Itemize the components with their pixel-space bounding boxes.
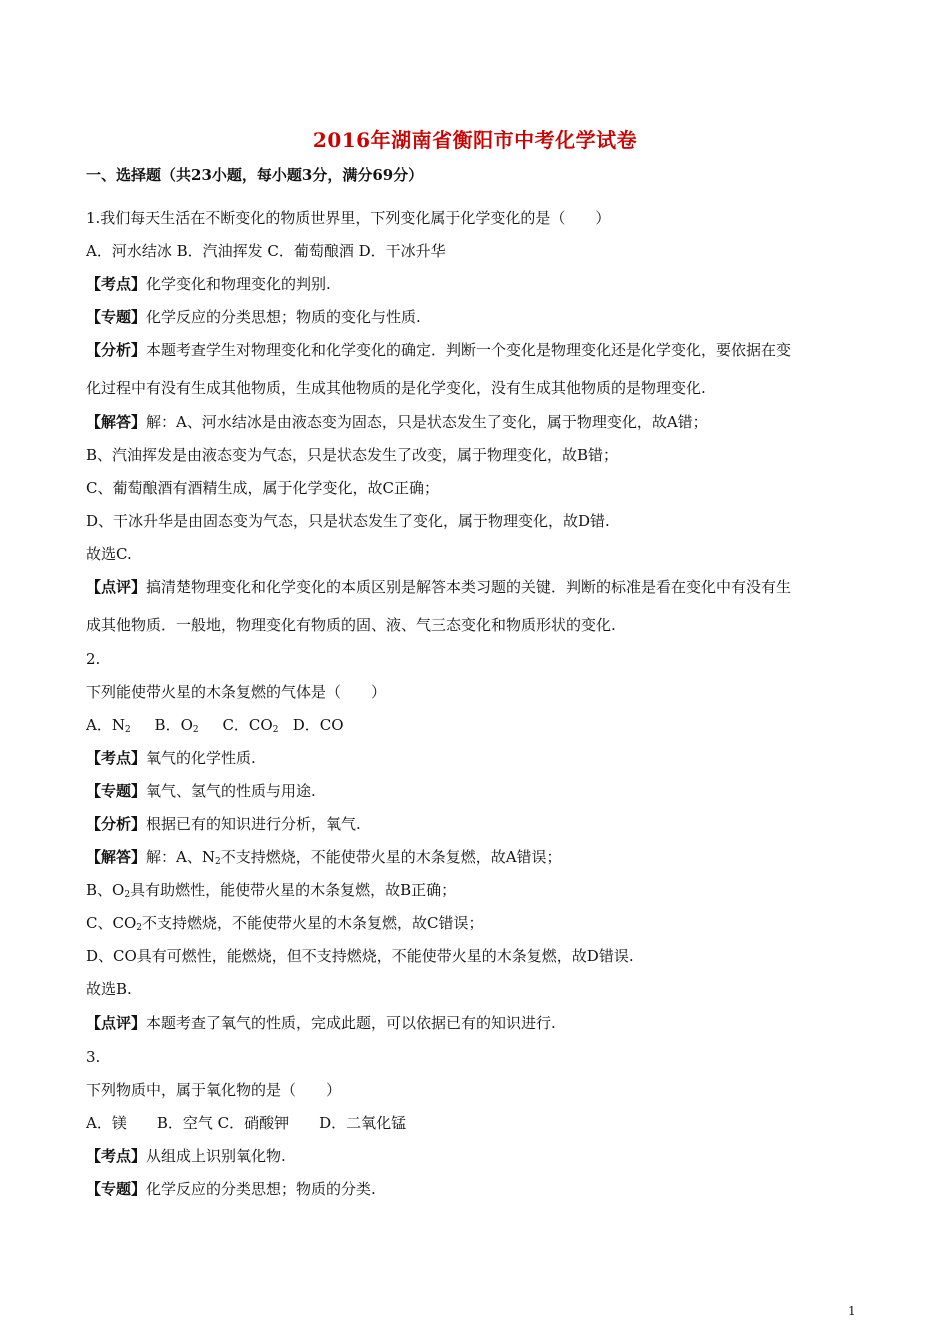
zhuanti-text: 化学反应的分类思想；物质的分类. <box>146 1180 376 1198</box>
q3-number: 3. <box>86 1048 101 1066</box>
kaodian-tag: 【考点】 <box>86 275 147 293</box>
q2-options <box>86 715 866 740</box>
q2-dianping <box>86 1013 866 1033</box>
q1-stem: 1.我们每天生活在不断变化的物质世界里，下列变化属于化学变化的是（ ） <box>86 209 611 227</box>
kaodian-text: 从组成上识别氧化物. <box>146 1147 286 1165</box>
q3-options: A．镁 B．空气 C．硝酸钾 D．二氧化锰 <box>86 1114 407 1132</box>
zhuanti-tag: 【专题】 <box>86 1180 147 1198</box>
fenxi-text: 根据已有的知识进行分析，氧气. <box>146 815 361 833</box>
q1-kaodian <box>86 274 866 294</box>
zhuanti-text: 氧气、氢气的性质与用途. <box>146 782 316 800</box>
q2-stem: 下列能使带火星的木条复燃的气体是（ ） <box>86 683 387 701</box>
kaodian-text: 化学变化和物理变化的判别. <box>146 275 331 293</box>
q1-jieda <box>86 412 866 432</box>
q3-stem: 下列物质中，属于氧化物的是（ ） <box>86 1081 342 1099</box>
zhuanti-tag: 【专题】 <box>86 782 147 800</box>
q2-jieda-b: B、$O_2$具有助燃性，能使带火星的木条复燃，故B正确； <box>86 881 457 900</box>
fenxi-tag: 【分析】 <box>86 341 147 359</box>
q1-dianping <box>86 577 866 597</box>
dianping-text: 本题考查了氧气的性质，完成此题，可以依据已有的知识进行. <box>146 1014 556 1032</box>
dianping-tag: 【点评】 <box>86 1014 147 1032</box>
zhuanti-tag: 【专题】 <box>86 308 147 326</box>
kaodian-tag: 【考点】 <box>86 749 147 767</box>
q1-jieda-d: D、干冰升华是由固态变为气态，只是状态发生了变化，属于物理变化，故D错. <box>86 512 610 530</box>
q2-fenxi <box>86 814 866 834</box>
section-heading: 一、选择题（共23小题，每小题3分，满分69分） <box>86 166 424 184</box>
q2-option-c: C．$CO_2$ <box>222 716 279 735</box>
q1-jieda-b: B、汽油挥发是由液态变为气态，只是状态发生了改变，属于物理变化，故B错； <box>86 446 619 464</box>
q2-jieda-c: C、$CO_2$不支持燃烧，不能使带火星的木条复燃，故C错误； <box>86 914 484 933</box>
page-title: 2016年湖南省衡阳市中考化学试卷 <box>312 128 638 152</box>
q1-fenxi-cont: 化过程中有没有生成其他物质，生成其他物质的是化学变化，没有生成其他物质的是物理变化. <box>86 379 706 397</box>
dianping-text: 搞清楚物理变化和化学变化的本质区别是解答本类习题的关键．判断的标准是看在变化中有没有生 <box>146 578 792 596</box>
jieda-tag: 【解答】 <box>86 413 147 431</box>
q1-jieda-c: C、葡萄酿酒有酒精生成，属于化学变化，故C正确； <box>86 479 439 497</box>
q3-kaodian <box>86 1146 866 1166</box>
q2-jieda-d: D、CO具有可燃性，能燃烧，但不支持燃烧，不能使带火星的木条复燃，故D错误. <box>86 947 634 965</box>
q1-dianping-cont: 成其他物质．一般地，物理变化有物质的固、液、气三态变化和物质形状的变化. <box>86 616 616 634</box>
dianping-tag: 【点评】 <box>86 578 147 596</box>
kaodian-tag: 【考点】 <box>86 1147 147 1165</box>
fenxi-text: 本题考查学生对物理变化和化学变化的确定．判断一个变化是物理变化还是化学变化，要依据在变 <box>146 341 792 359</box>
q1-options: A．河水结冰 B．汽油挥发 C．葡萄酿酒 D．干冰升华 <box>86 242 446 260</box>
q2-jieda: 【解答】解：A、$N_2$不支持燃烧，不能使带火星的木条复燃，故A错误； <box>86 848 562 867</box>
jieda-text: 解：A、河水结冰是由液态变为固态，只是状态发生了变化，属于物理变化，故A错； <box>146 413 708 431</box>
q2-option-d: D．CO <box>292 716 344 734</box>
q1-zhuanti <box>86 307 866 327</box>
q1-answer: 故选C. <box>86 545 132 563</box>
page-number: 1 <box>848 1304 856 1318</box>
q3-zhuanti <box>86 1179 866 1199</box>
q2-answer: 故选B. <box>86 980 132 998</box>
fenxi-tag: 【分析】 <box>86 815 147 833</box>
kaodian-text: 氧气的化学性质. <box>146 749 256 767</box>
q2-kaodian <box>86 748 866 768</box>
q1-fenxi <box>86 340 866 360</box>
zhuanti-text: 化学反应的分类思想；物质的变化与性质. <box>146 308 421 326</box>
q2-option-b: B．$O_2$ <box>154 716 199 735</box>
q2-zhuanti <box>86 781 866 801</box>
q2-option-a: A．$N_2$ <box>86 716 131 735</box>
q2-number: 2. <box>86 650 101 668</box>
jieda-tag: 【解答】 <box>86 848 147 866</box>
